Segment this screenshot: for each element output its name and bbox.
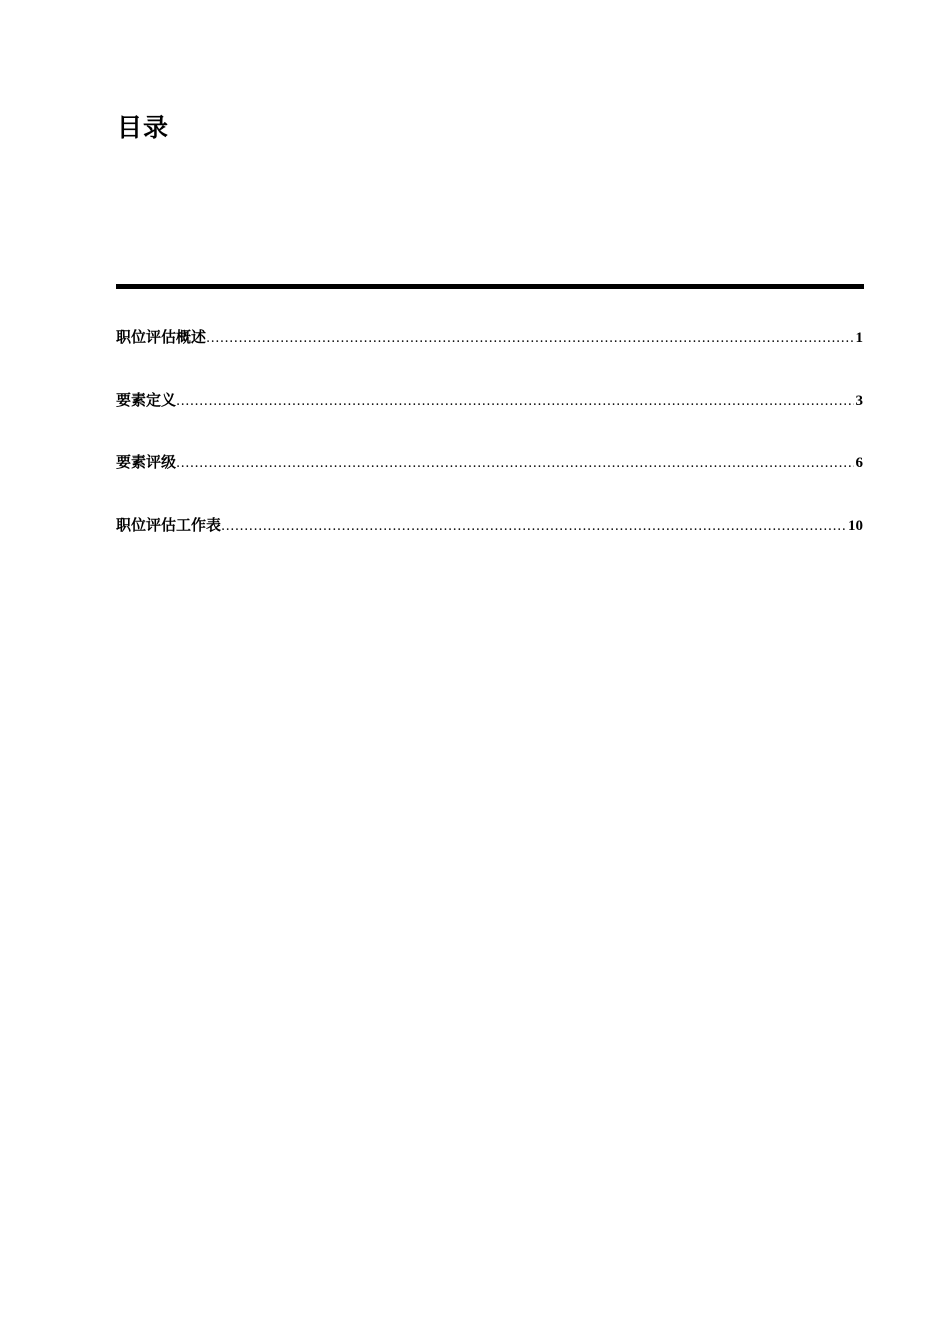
toc-entry-page-number: 1: [855, 330, 863, 346]
toc-list: [116, 320, 863, 570]
toc-dot-leader: [221, 510, 846, 544]
toc-entry-page-number: 3: [855, 392, 863, 409]
toc-entry[interactable]: [116, 320, 863, 383]
toc-title: 目录: [117, 113, 170, 142]
toc-dot-leader: [176, 385, 853, 419]
toc-entry-page-number: 10: [848, 517, 863, 534]
toc-entry-label: 要素评级: [116, 453, 177, 471]
toc-entry-label: 职位评估工作表: [116, 515, 222, 534]
toc-entry-label: 职位评估概述: [116, 328, 207, 346]
toc-entry-page-number: 6: [855, 455, 863, 471]
toc-entry[interactable]: [116, 508, 863, 571]
toc-dot-leader: [176, 447, 853, 481]
toc-dot-leader: [206, 322, 853, 356]
toc-entry[interactable]: [116, 445, 863, 508]
toc-entry-label: 要素定义: [116, 390, 177, 409]
toc-entry[interactable]: [116, 383, 863, 446]
toc-divider: [116, 284, 864, 289]
